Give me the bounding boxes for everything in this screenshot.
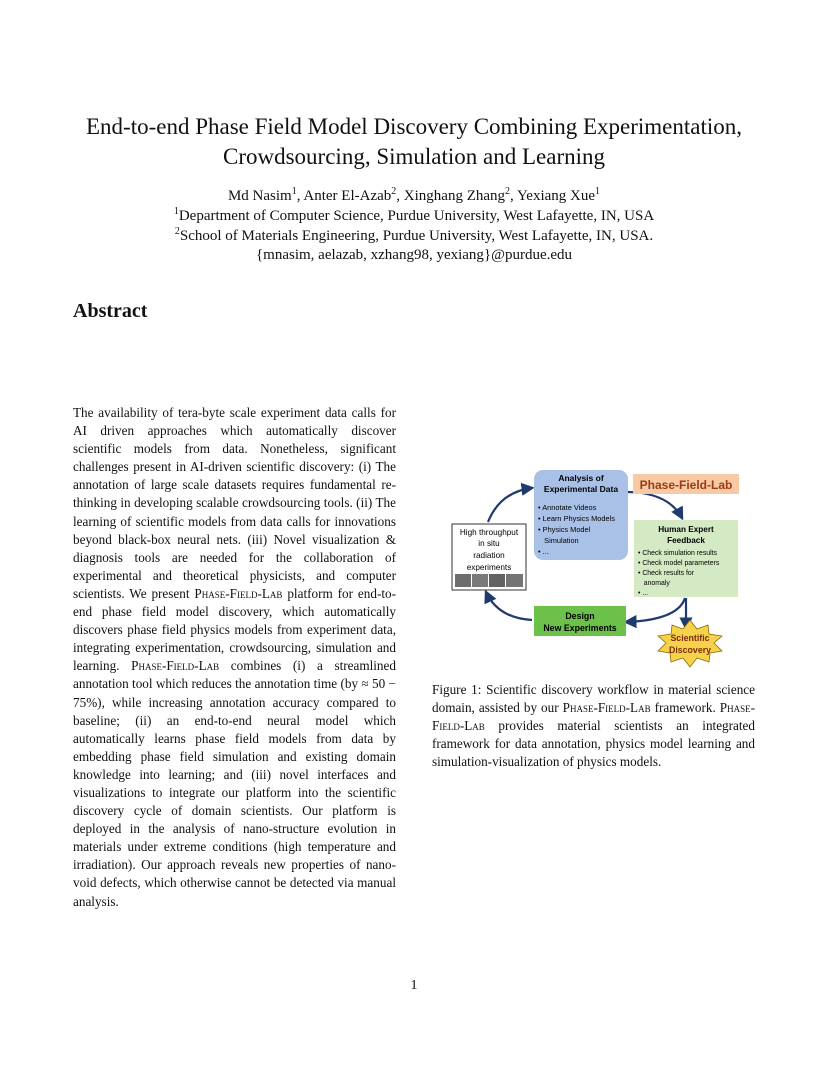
abstract-text: platform for end-to-end phase field model discovery, which automatically discovers phase field physics models from experiment data, integrating experimentation, crowdsourcing, simulation and learning. — [73, 585, 396, 674]
abstract-heading: Abstract — [73, 300, 148, 322]
analysis-item-2: • Learn Physics Models — [538, 514, 615, 523]
paper-title — [40, 112, 788, 172]
expert-item-3: • Check results for — [638, 570, 695, 577]
affiliation-1-text: Department of Computer Science, Purdue University, West Lafayette, IN, USA — [178, 208, 655, 224]
author-affiliation-marker: 1 — [595, 186, 601, 197]
discovery-star — [658, 620, 722, 667]
author-affiliation-marker: 1 — [291, 186, 297, 197]
author-name: Md Nasim — [227, 188, 292, 204]
author-separator: , — [296, 188, 304, 204]
author-list — [40, 186, 788, 206]
author-separator: , — [396, 188, 404, 204]
title-line-1: End-to-end Phase Field Model Discovery Combining Experimentation, — [85, 114, 743, 139]
expert-item-5: • ... — [638, 590, 649, 597]
author-name: Yexiang Xue — [516, 188, 596, 204]
author-separator: , — [510, 188, 517, 204]
design-line-2: New Experiments — [543, 623, 617, 633]
platform-name: Phase-Field-Lab — [562, 700, 651, 716]
expert-item-4: anomaly — [638, 580, 670, 587]
affiliation-2-marker: 2 — [174, 226, 180, 237]
lab-label: Phase-Field-Lab — [639, 478, 733, 492]
page-number: 1 — [410, 978, 418, 993]
affiliation-2 — [40, 226, 788, 246]
affiliation-2-text: School of Materials Engineering, Purdue University, West Lafayette, IN, USA. — [179, 228, 654, 244]
author-name: Xinghang Zhang — [403, 188, 506, 204]
design-line-1: Design — [565, 611, 595, 621]
title-line-2: Crowdsourcing, Simulation and Learning — [223, 144, 605, 169]
caption-text: provides material scientists an integrated framework for data annotation, physics model learning and simulation-visualization of physics models. — [432, 718, 755, 770]
abstract-text: The availability of tera-byte scale experiment data calls for AI driven approaches which automatically discover scientific models from data. Nonetheless, significant challenges present in AI-driven scientific discovery: (i) The annotation of large scale datasets requires fundamental re-thinking in developing scalable crowdsourcing tools. (ii) The learning of scientific models from data calls for innovations beyond black-box neural nets. (iii) Novel visualization & diagnosis tools are needed for the collaboration of experimental and theoretical physicists, and computer scientists. We present — [73, 405, 396, 601]
platform-name: Phase-Field-Lab — [131, 658, 220, 674]
author-affiliation-marker: 2 — [505, 186, 511, 197]
expert-title-1: Human Expert — [658, 525, 714, 534]
throughput-line-1: High throughput — [459, 528, 519, 537]
throughput-line-2: in situ — [478, 539, 500, 548]
platform-name: Phase-Field-Lab — [432, 700, 755, 734]
figure-caption — [432, 681, 755, 771]
experiment-thumbnails — [455, 574, 523, 587]
affiliation-1-marker: 1 — [173, 206, 179, 217]
throughput-line-3: radiation — [473, 551, 505, 560]
abstract-text: combines (i) a streamlined annotation tool which reduces the annotation time (by ≈ 50 − 75%), while increasing annotation accuracy compared to baseline; (ii) an end-to-end neural model which automatically learns phase field models from data by embedding phase field simulation and existing domain knowledge into learning; and (iii) novel interfaces and visualizations to integrate our platform into the scientific discovery cycle of domain scientists. Our platform is deployed in the analysis of nano-structure evolution in materials under extreme conditions (high temperature and irradiation). Our approach reveals new properties of nano-void defects, which otherwise cannot be detected via manual analysis. — [73, 658, 396, 909]
analysis-item-1: • Annotate Videos — [538, 503, 597, 512]
caption-text: Figure 1: Scientific discovery workflow in material science domain, assisted by our — [432, 682, 755, 716]
discovery-line-2: Discovery — [668, 645, 712, 655]
arrow-design-to-throughput — [486, 592, 532, 620]
caption-text: framework. — [650, 700, 720, 716]
author-affiliation-marker: 2 — [391, 186, 397, 197]
throughput-line-4: experiments — [466, 563, 512, 572]
abstract-body — [73, 404, 396, 911]
analysis-item-4: Simulation — [538, 536, 579, 545]
platform-name: Phase-Field-Lab — [194, 585, 283, 601]
expert-title-2: Feedback — [667, 536, 705, 545]
analysis-title-1: Analysis of — [558, 473, 604, 483]
expert-item-1: • Check simulation results — [638, 550, 718, 557]
analysis-item-5: • ... — [538, 547, 549, 556]
discovery-line-1: Scientific — [670, 633, 710, 643]
expert-item-2: • Check model parameters — [638, 560, 720, 567]
arrow-throughput-to-analysis — [488, 488, 532, 522]
analysis-title-2: Experimental Data — [543, 484, 619, 494]
author-name: Anter El-Azab — [303, 188, 392, 204]
arrow-expert-to-design — [626, 598, 685, 622]
workflow-figure — [440, 462, 760, 672]
author-emails: {mnasim, aelazab, xzhang98, yexiang}@purdue.edu — [255, 247, 573, 263]
arrow-analysis-to-expert — [626, 492, 682, 518]
analysis-item-3: • Physics Model — [538, 525, 591, 534]
affiliation-1 — [40, 206, 788, 226]
